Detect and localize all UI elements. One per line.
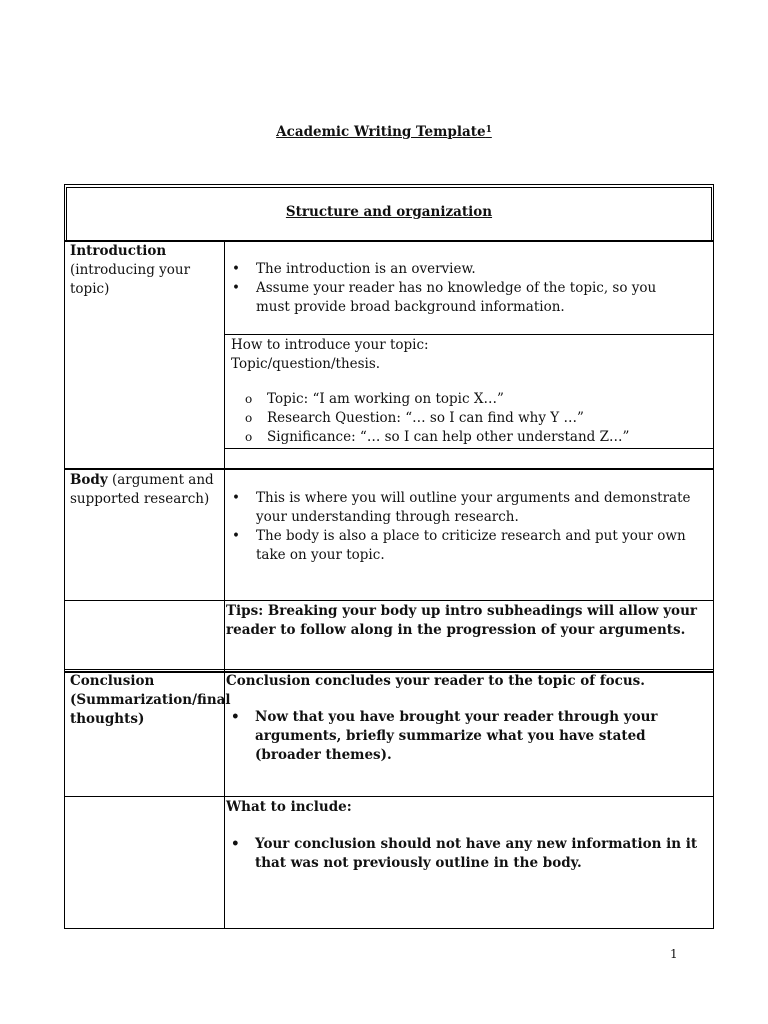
- list-item: o Significance: “… so I can help other understand Z…”: [231, 428, 701, 447]
- tips-divider: [64, 600, 714, 601]
- list-item: • Your conclusion should not have any new information in it that was not previously outline in the body.: [226, 835, 706, 873]
- body-label: Body: [70, 472, 108, 488]
- body-divider: [64, 468, 714, 470]
- list-item: o Research Question: “… so I can find why Y …”: [231, 409, 701, 428]
- include-bullet-list: [226, 835, 706, 873]
- list-item: • The introduction is an overview.: [227, 260, 667, 279]
- document-title-text: Academic Writing Template: [276, 124, 486, 140]
- body-bullet-list: [227, 489, 692, 565]
- include-divider: [64, 796, 714, 797]
- intro-divider-1: [224, 334, 714, 335]
- list-item: • Now that you have brought your reader through your arguments, briefly summarize what you have stated (broader themes).: [226, 708, 706, 765]
- list-item: • Assume your reader has no knowledge of the topic, so you must provide broad background information.: [227, 279, 667, 317]
- include-label: What to include:: [226, 799, 352, 815]
- table-border-top-outer: [64, 184, 714, 185]
- structure-table: [64, 184, 714, 929]
- document-title: [0, 123, 768, 142]
- body-bullets-cell: [227, 489, 692, 565]
- table-border-top-inner: [66, 187, 712, 188]
- body-tips: Tips: Breaking your body up intro subheadings will allow your reader to follow along in the progression of your arguments.: [226, 603, 697, 638]
- table-border-left-outer: [64, 184, 65, 929]
- conclusion-main-cell: [226, 672, 706, 765]
- conclusion-lead: Conclusion concludes your reader to the topic of focus.: [226, 673, 645, 689]
- title-footnote-marker: 1: [485, 125, 492, 135]
- intro-divider-2: [224, 448, 714, 449]
- conclusion-bullet-list: [226, 708, 706, 765]
- conclusion-label: Conclusion (Summarization/final thoughts): [70, 673, 231, 727]
- body-sublabel: (argument and supported research): [70, 472, 214, 507]
- table-border-bottom: [64, 928, 714, 929]
- introduction-sublabel: (introducing your topic): [70, 262, 191, 297]
- introduction-label: Introduction: [70, 243, 167, 259]
- body-label-cell: [70, 471, 220, 509]
- introduction-howto-cell: [231, 336, 701, 447]
- howto-line-2: Topic/question/thesis.: [231, 356, 381, 372]
- conclusion-include-cell: [226, 798, 706, 873]
- list-item: o Topic: “I am working on topic X…”: [231, 390, 701, 409]
- howto-step-list: [231, 390, 701, 447]
- table-border-right-outer: [713, 184, 714, 929]
- howto-line-1: How to introduce your topic:: [231, 337, 429, 353]
- introduction-label-cell: [70, 242, 220, 299]
- column-divider: [224, 241, 225, 929]
- introduction-bullet-list: [227, 260, 667, 317]
- list-item: • The body is also a place to criticize research and put your own take on your topic.: [227, 527, 692, 565]
- table-header: Structure and organization: [285, 204, 493, 220]
- page-number: 1: [670, 947, 678, 961]
- introduction-bullets-cell: [227, 260, 667, 317]
- list-item: • This is where you will outline your arguments and demonstrate your understanding through research.: [227, 489, 692, 527]
- conclusion-divider-outer: [64, 669, 714, 670]
